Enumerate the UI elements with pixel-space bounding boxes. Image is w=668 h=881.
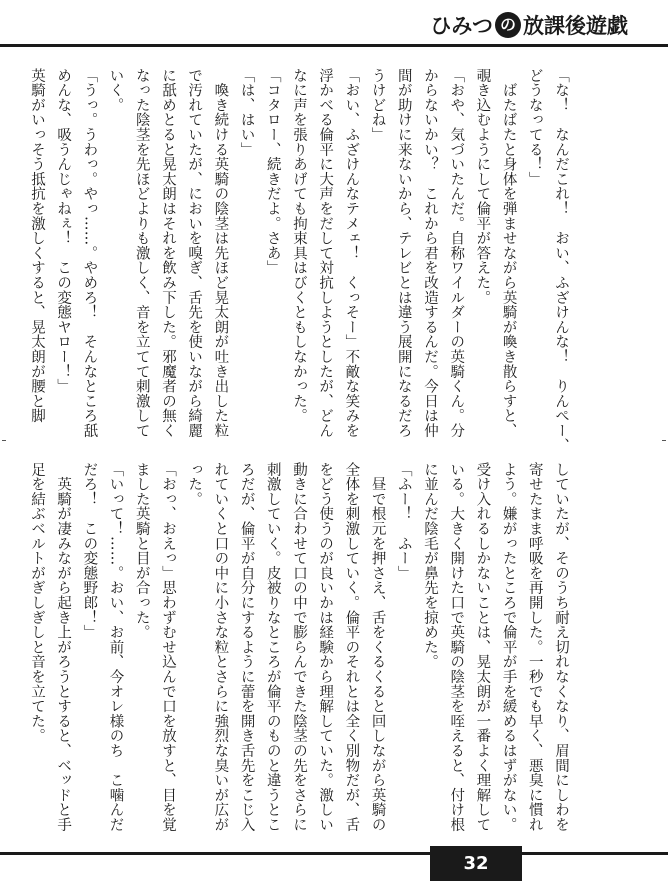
crop-mark-right <box>662 440 666 441</box>
body-text-lower: していたが、そのうち耐え切れなくなり、眉間にしわを 寄せたまま呼吸を再開した。一秒でも早く、悪臭に慣れ よう。嫌がったところで倫平が手を緩めるはずがない。 受け入れるしかないことは、晃太朗が一番よく理解して いる。大きく開けた口で英騎の陰茎を咥えると、付け根 に並んだ陰毛が鼻先を掠めた。 「ふー！ ふー」 昼で根元を押さえ、舌をくるくると回しながら英騎の 全体を刺激していく。倫平のそれとは全く別物だが、舌 をどう使うのが良いかは経験から理解していた。激しい 動きに合わせて口の中で膨らんできた陰茎の先をさらに 刺激していく。皮被りなところが倫平のものと違うとこ ろだが、倫平が自分にするように蕾を開き舌先をこじ入 れていくと口の中に小さな粒とさらに強烈な臭いが広が った。 「おっ、おえっ」思わずむせ込んで口を放すと、目を覚 ました英騎と目が合った。 「いって！……。おい、お前、今オレ様のち こ噛んだ だろ！ この変態野郎！」 英騎が凄みながら起き上がろうとすると、ベッドと手 足を結ぶベルトがぎしぎしと音を立てた。 <box>28 462 569 832</box>
footer-rule <box>0 852 668 855</box>
title-text-first: ひみつ <box>430 14 493 38</box>
title-text-second: 放課後遊戯 <box>523 14 628 38</box>
crop-mark-left <box>2 440 6 441</box>
body-text-upper: 「な！ なんだこれ！ おい、ふざけんな！ りんぺー、 どうなってる！」 ばたばたと身体を弾ませながら英騎が喚き散らすと、 覗き込むようにして倫平が答えた。 「おや、気づいたんだ。自称ワイルダーの英騎くん。分 からないかい？ これから君を改造するんだ。今日は仲 間が助けに来ないから、テレビとは違う展開になるだろ うけどね」 「おい、ふざけんなテメェ！ くっそー」不敵な笑みを 浮かべる倫平に大声をだして対抗しようとしたが、どん なに声を張りあげても拘束具はびくともしなかった。 「コタロー、続きだよ。さあ」 「は、はい」 喚き続ける英騎の陰茎は先ほど晃太朗が吐き出した粒 で汚れていたが、においを嗅ぎ、舌先を使いながら綺麗 に舐めとると晃太朗はそれを飲み下した。邪魔者の無く なった陰茎を先ほどよりも激しく、音を立てて刺激して いく。 「うっ。うわっ。やっ……。やめろ！ そんなところ舐 めんな、吸うんじゃねぇ！ この変態ヤロー！」 英騎がいっそう抵抗を激しくすると、晃太朗が腰と脚 <box>28 68 569 453</box>
header-rule <box>0 44 668 47</box>
page-header-title <box>430 10 628 40</box>
title-badge: の <box>495 12 521 38</box>
page-number: 32 <box>430 846 522 881</box>
